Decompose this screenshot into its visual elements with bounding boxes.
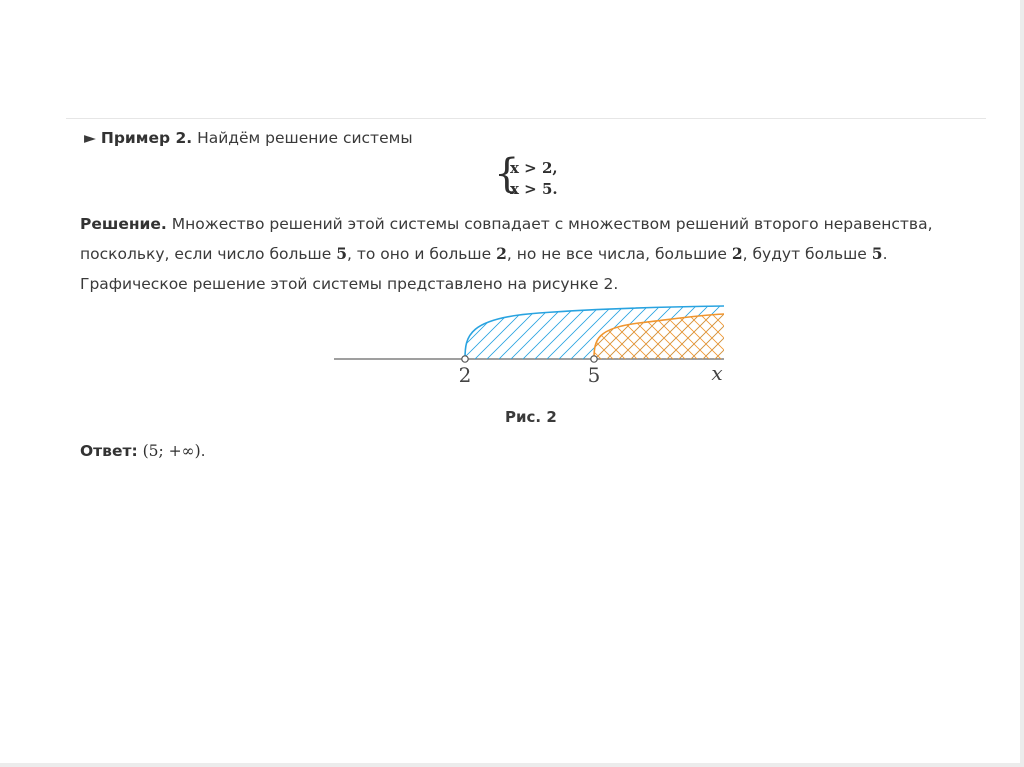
number-line-figure — [334, 296, 734, 388]
answer-period: . — [200, 442, 206, 460]
axis-label-x: x — [711, 361, 723, 385]
solution-text-3: , но не все числа, большие — [506, 245, 727, 263]
open-point-5 — [591, 356, 597, 362]
solution-paragraph — [80, 209, 980, 299]
example-text: Найдём решение системы — [197, 129, 413, 147]
example-heading — [84, 128, 413, 148]
answer-label: Ответ: — [80, 442, 138, 460]
open-point-2 — [462, 356, 468, 362]
solution-text-1: Множество решений этой системы совпадает с множеством решений второго неравенства, поскольку, если число больше — [80, 215, 933, 263]
solution-text-4: , будут больше — [742, 245, 867, 263]
number-2: 2 — [496, 244, 507, 263]
solution-label: Решение. — [80, 215, 167, 233]
tick-label-5: 5 — [587, 363, 601, 387]
figure-caption: Рис. 2 — [505, 408, 557, 426]
answer-interval: (5; +∞) — [142, 442, 201, 460]
top-divider — [66, 118, 986, 119]
number-5: 5 — [336, 244, 347, 263]
answer-line — [80, 442, 206, 460]
tick-label-2: 2 — [458, 363, 472, 387]
solution-text-2: , то оно и больше — [347, 245, 492, 263]
number-5: 5 — [871, 244, 883, 263]
play-marker: ► — [84, 129, 96, 147]
solution-text-5: . Графическое решение этой системы представлено на рисунке 2. — [80, 245, 888, 293]
example-label: Пример 2. — [100, 129, 193, 147]
inequality-2: x > 5. — [510, 180, 558, 198]
number-2: 2 — [731, 244, 743, 263]
system-brace: { — [494, 151, 520, 197]
inequality-1: x > 2, — [510, 159, 558, 177]
